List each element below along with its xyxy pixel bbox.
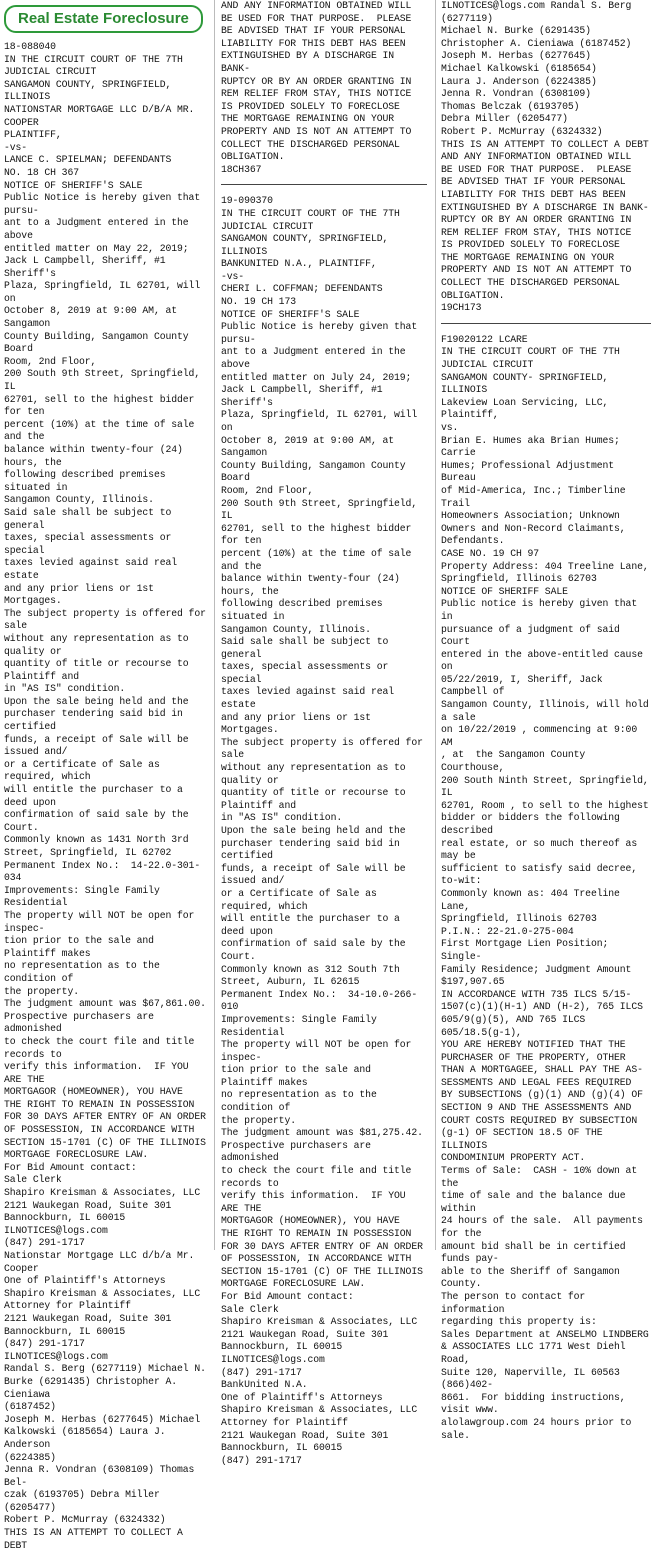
notice-separator bbox=[441, 323, 651, 324]
column-divider-right bbox=[435, 0, 436, 1250]
notice-19-090370-continued: ILNOTICES@logs.com Randal S. Berg (6277119) Michael N. Burke (6291435) Christopher A. Cieniawa (6187452) Joseph M. Herbas (6277645) Michael Kalkowski (6185654) Laura J. Anderson (6224385) Jenna R. Vondran (6308109) Thomas Belczak (6193705) Debra Miller (6205477) Robert P. McMurray (6324332) THIS IS AN ATTEMPT TO COLLECT A DEBT AND ANY INFORMATION OBTAINED WILL BE USED FOR THAT PURPOSE. PLEASE BE ADVISED THAT IF YOUR PERSONAL LIABILITY FOR THIS DEBT HAS BEEN EXTINGUISHED BY A DISCHARGE IN BANK- RUPTCY OR BY AN ORDER GRANTING IN REM RELIEF FROM STAY, THIS NOTICE IS PROVIDED SOLELY TO FORECLOSE THE MORTGAGE REMAINING ON YOUR PROPERTY AND IS NOT AN ATTEMPT TO COLLECT THE DISCHARGED PERSONAL OBLIGATION. 19CH173 bbox=[441, 0, 649, 315]
section-badge: Real Estate Foreclosure bbox=[4, 5, 203, 33]
notice-19-090370: 19-090370 IN THE CIRCUIT COURT OF THE 7TH JUDICIAL CIRCUIT SANGAMON COUNTY, SPRINGFIELD, ILLINOIS BANKUNITED N.A., PLAINTIFF, -vs- CHERI L. COFFMAN; DEFENDANTS NO. 19 CH 173 NOTICE OF SHERIFF'S SALE Public Notice is hereby given that pursu- ant to a Judgment entered in the above entitled matter on July 24, 2019; Jack L Campbell, Sheriff, #1 Sheriff's Plaza, Springfield, IL 62701, will on October 8, 2019 at 9:00 AM, at Sangamon County Building, Sangamon County Board Room, 2nd Floor, 200 South 9th Street, Springfield, IL 62701, sell to the highest bidder for ten percent (10%) at the time of sale and the balance within twenty-four (24) hours, the following described premises situated in Sangamon County, Illinois. Said sale shall be subject to general taxes, special assessments or special taxes levied against said real estate and any prior liens or 1st Mortgages. The subject property is offered for sale without any representation as to quality or quantity of title or recourse to Plaintiff and in "AS IS" condition. Upon the sale being held and the purchaser tendering said bid in certified funds, a receipt of Sale will be issued and/ or a Certificate of Sale as required, which will entitle the purchaser to a deed upon confirmation of said sale by the Court. Commonly known as 312 South 7th Street, Auburn, IL 62615 Permanent Index No.: 34-10.0-266-010 Improvements: Single Family Residential The property will NOT be open for inspec- tion prior to the sale and Plaintiff makes no representation as to the condition of the property. The judgment amount was $81,275.42. Prospective purchasers are admonished to check the court file and title records to verify this information. IF YOU ARE THE MORTGAGOR (HOMEOWNER), YOU HAVE THE RIGHT TO REMAIN IN POSSESSION FOR 30 DAYS AFTER ENTRY OF AN ORDER OF POSSESSION, IN ACCORDANCE WITH SECTION 15-1701 (C) OF THE ILLINOIS MORTGAGE FORECLOSURE LAW. For Bid Amount contact: Sale Clerk Shapiro Kreisman & Associates, LLC 2121 Waukegan Road, Suite 301 Bannockburn, IL 60015 ILNOTICES@logs.com (847) 291-1717 BankUnited N.A. One of Plaintiff's Attorneys Shapiro Kreisman & Associates, LLC Attorney for Plaintiff 2121 Waukegan Road, Suite 301 Bannockburn, IL 60015 (847) 291-1717 bbox=[221, 195, 423, 1467]
column-3 bbox=[441, 0, 651, 1442]
column-1 bbox=[4, 0, 210, 1552]
notice-separator bbox=[221, 184, 427, 185]
column-2 bbox=[221, 0, 427, 1467]
notice-18-088040: 18-088040 IN THE CIRCUIT COURT OF THE 7TH JUDICIAL CIRCUIT SANGAMON COUNTY, SPRINGFIELD, ILLINOIS NATIONSTAR MORTGAGE LLC D/B/A MR. COOPER PLAINTIFF, -vs- LANCE C. SPIELMAN; DEFENDANTS NO. 18 CH 367 NOTICE OF SHERIFF'S SALE Public Notice is hereby given that pursu- ant to a Judgment entered in the above entitled matter on May 22, 2019; Jack L Campbell, Sheriff, #1 Sheriff's Plaza, Springfield, IL 62701, will on October 8, 2019 at 9:00 AM, at Sangamon County Building, Sangamon County Board Room, 2nd Floor, 200 South 9th Street, Springfield, IL 62701, sell to the highest bidder for ten percent (10%) at the time of sale and the balance within twenty-four (24) hours, the following described premises situated in Sangamon County, Illinois. Said sale shall be subject to general taxes, special assessments or special taxes levied against said real estate and any prior liens or 1st Mortgages. The subject property is offered for sale without any representation as to quality or quantity of title or recourse to Plaintiff and in "AS IS" condition. Upon the sale being held and the purchaser tendering said bid in certified funds, a receipt of Sale will be issued and/ or a Certificate of Sale as required, which will entitle the purchaser to a deed upon confirmation of said sale by the Court. Commonly known as 1431 North 3rd Street, Springfield, IL 62702 Permanent Index No.: 14-22.0-301-034 Improvements: Single Family Residential The property will NOT be open for inspec- tion prior to the sale and Plaintiff makes no representation as to the condition of the property. The judgment amount was $67,861.00. Prospective purchasers are admonished to check the court file and title records to verify this information. IF YOU ARE THE MORTGAGOR (HOMEOWNER), YOU HAVE THE RIGHT TO REMAIN IN POSSESSION FOR 30 DAYS AFTER ENTRY OF AN ORDER OF POSSESSION, IN ACCORDANCE WITH SECTION 15-1701 (C) OF THE ILLINOIS MORTGAGE FORECLOSURE LAW. For Bid Amount contact: Sale Clerk Shapiro Kreisman & Associates, LLC 2121 Waukegan Road, Suite 301 Bannockburn, IL 60015 ILNOTICES@logs.com (847) 291-1717 Nationstar Mortgage LLC d/b/a Mr. Cooper One of Plaintiff's Attorneys Shapiro Kreisman & Associates, LLC Attorney for Plaintiff 2121 Waukegan Road, Suite 301 Bannockburn, IL 60015 (847) 291-1717 ILNOTICES@logs.com Randal S. Berg (6277119) Michael N. Burke (6291435) Christopher A. Cieniawa (6187452) Joseph M. Herbas (6277645) Michael Kalkowski (6185654) Laura J. Anderson (6224385) Jenna R. Vondran (6308109) Thomas Bel- czak (6193705) Debra Miller (6205477) Robert P. McMurray (6324332) THIS IS AN ATTEMPT TO COLLECT A DEBT bbox=[4, 41, 206, 1552]
notice-f19020122: F19020122 LCARE IN THE CIRCUIT COURT OF THE 7TH JUDICIAL CIRCUIT SANGAMON COUNTY- SPRINGFIELD, ILLINOIS Lakeview Loan Servicing, LLC, Plaintiff, vs. Brian E. Humes aka Brian Humes; Carrie Humes; Professional Adjustment Bureau of Mid-America, Inc.; Timberline Trail Homeowners Association; Unknown Owners and Non-Record Claimants, Defendants. CASE NO. 19 CH 97 Property Address: 404 Treeline Lane, Springfield, Illinois 62703 NOTICE OF SHERIFF SALE Public notice is hereby given that in pursuance of a judgment of said Court entered in the above-entitled cause on 05/22/2019, I, Sheriff, Jack Campbell of Sangamon County, Illinois, will hold a sale on 10/22/2019 , commencing at 9:00 AM , at the Sangamon County Courthouse, 200 South Ninth Street, Springfield, IL 62701, Room , to sell to the highest bidder or bidders the following described real estate, or so much thereof as may be sufficient to satisfy said decree, to-wit: Commonly known as: 404 Treeline Lane, Springfield, Illinois 62703 P.I.N.: 22-21.0-275-004 First Mortgage Lien Position; Single- Family Residence; Judgment Amount $197,907.65 IN ACCORDANCE WITH 735 ILCS 5/15- 1507(c)(1)(H-1) AND (H-2), 765 ILCS 605/9(g)(5), AND 765 ILCS 605/18.5(g-1), YOU ARE HEREBY NOTIFIED THAT THE PURCHASER OF THE PROPERTY, OTHER THAN A MORTGAGEE, SHALL PAY THE AS- SESSMENTS AND LEGAL FEES REQUIRED BY SUBSECTIONS (g)(1) AND (g)(4) OF SECTION 9 AND THE ASSESSMENTS AND COURT COSTS REQUIRED BY SUBSECTION (g-1) OF SECTION 18.5 OF THE ILLINOIS CONDOMINIUM PROPERTY ACT. Terms of Sale: CASH - 10% down at the time of sale and the balance due within 24 hours of the sale. All payments for the amount bid shall be in certified funds pay- able to the Sheriff of Sangamon County. The person to contact for information regarding this property is: Sales Department at ANSELMO LINDBERG & ASSOCIATES LLC 1771 West Diehl Road, Suite 120, Naperville, IL 60563 (866)402- 8661. For bidding instructions, visit www. alolawgroup.com 24 hours prior to sale. bbox=[441, 333, 649, 1442]
column-divider-left bbox=[214, 0, 215, 1250]
notice-18-088040-continued: AND ANY INFORMATION OBTAINED WILL BE USED FOR THAT PURPOSE. PLEASE BE ADVISED THAT IF YOUR PERSONAL LIABILITY FOR THIS DEBT HAS BEEN EXTINGUISHED BY A DISCHARGE IN BANK- RUPTCY OR BY AN ORDER GRANTING IN REM RELIEF FROM STAY, THIS NOTICE IS PROVIDED SOLELY TO FORECLOSE THE MORTGAGE REMAINING ON YOUR PROPERTY AND IS NOT AN ATTEMPT TO COLLECT THE DISCHARGED PERSONAL OBLIGATION. 18CH367 bbox=[221, 0, 412, 176]
